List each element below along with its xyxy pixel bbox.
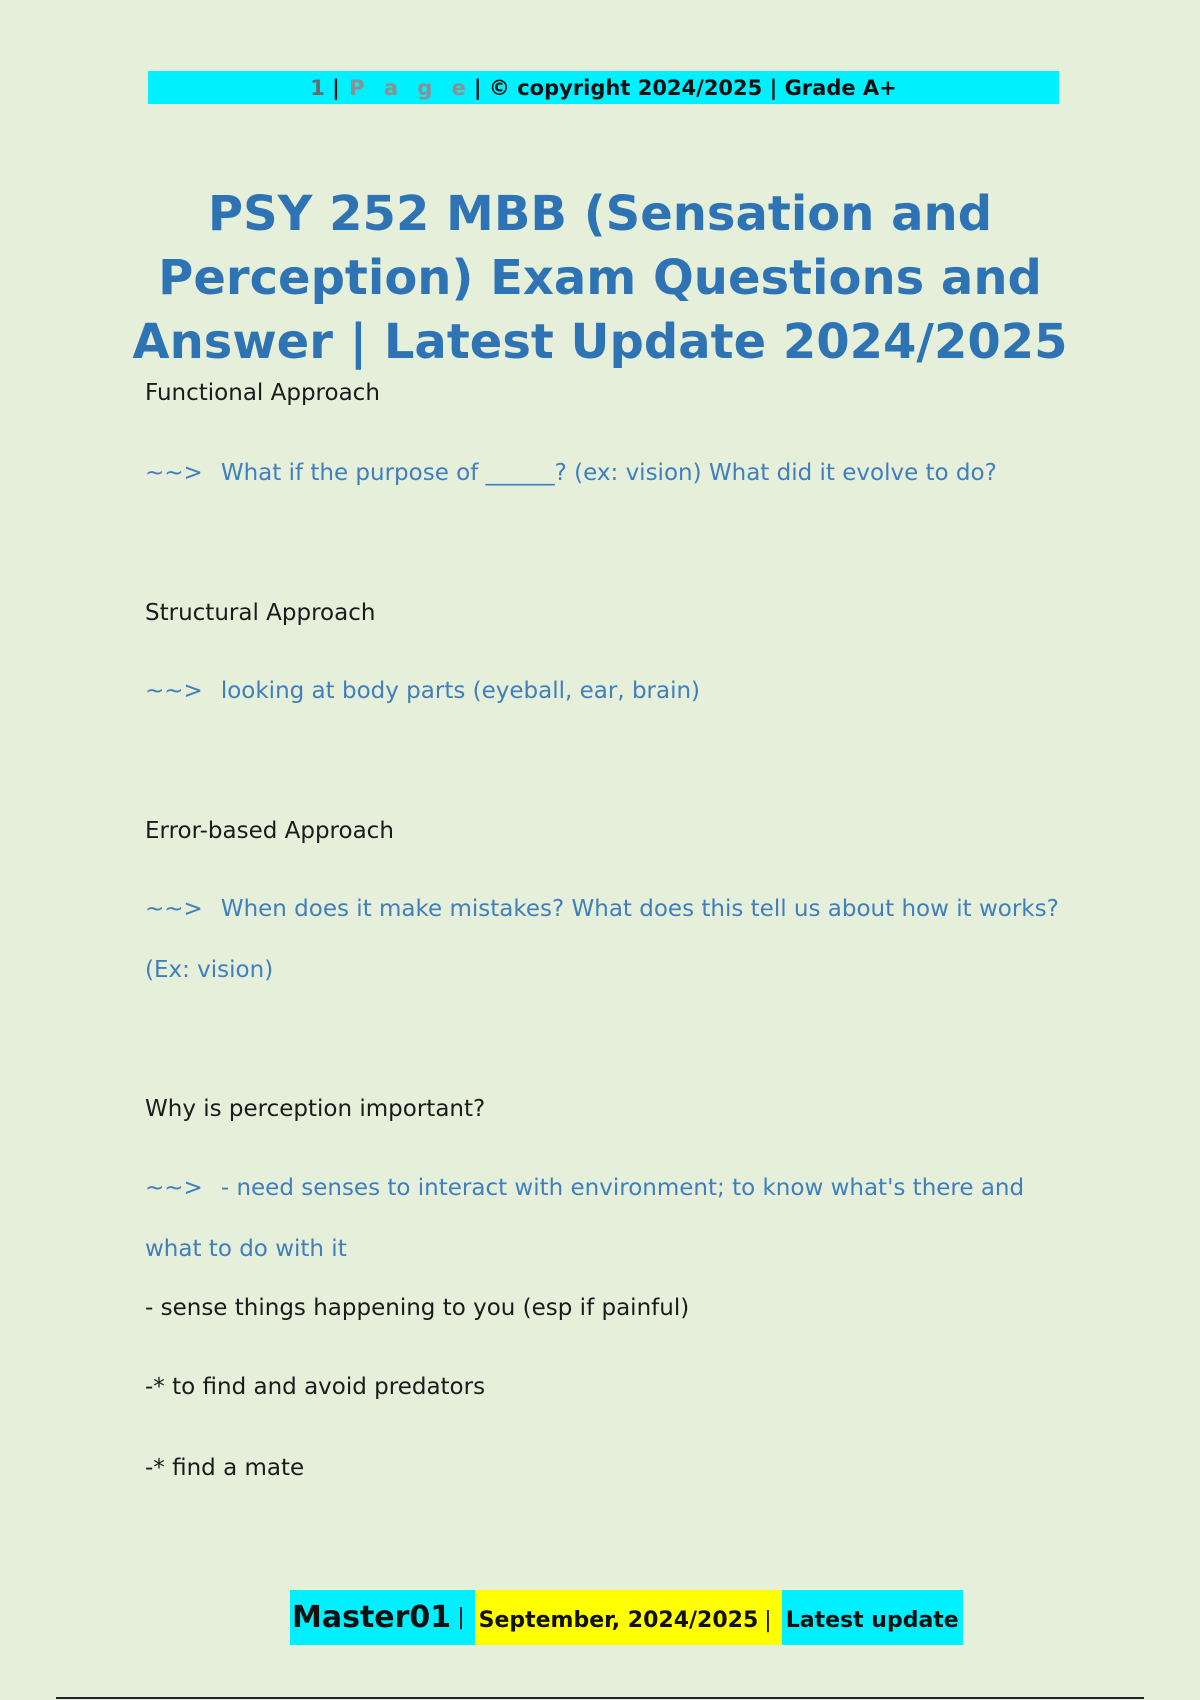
page-footer: [290, 1590, 963, 1645]
copyright-text: © copyright 2024/2025: [488, 75, 763, 100]
answer-continuation: (Ex: vision): [145, 957, 274, 983]
footer-separator: |: [457, 1605, 465, 1630]
answer-bullet: -* find a mate: [145, 1455, 305, 1481]
answer-text: What if the purpose of ______? (ex: vision) What did it evolve to do?: [220, 460, 997, 486]
header-separator: |: [324, 75, 348, 100]
answer-bullet: - sense things happening to you (esp if painful): [145, 1295, 690, 1321]
question-structural-approach: Structural Approach: [145, 600, 376, 626]
arrow-marker: ~~>: [145, 1175, 203, 1201]
document-title: PSY 252 MBB (Sensation and Perception) Exam Questions and Answer | Latest Update 2024/2025: [132, 186, 1068, 370]
answer-continuation: what to do with it: [145, 1236, 347, 1262]
footer-date: [475, 1590, 782, 1645]
header-separator: |: [473, 75, 489, 100]
footer-brand-text: Master01: [292, 1600, 452, 1635]
answer-text: - need senses to interact with environment; to know what's there and: [220, 1175, 1025, 1201]
question-functional-approach: Functional Approach: [145, 380, 380, 406]
footer-separator: |: [764, 1608, 772, 1633]
arrow-marker: ~~>: [145, 896, 203, 922]
answer-text: When does it make mistakes? What does this tell us about how it works?: [220, 896, 1059, 922]
footer-label: [782, 1590, 963, 1645]
question-why-perception-important: Why is perception important?: [145, 1096, 486, 1122]
answer-functional-approach: [145, 460, 997, 486]
footer-date-text: September, 2024/2025: [478, 1608, 759, 1633]
grade-text: Grade A+: [784, 75, 897, 100]
answer-why-perception-important: [145, 1175, 1024, 1201]
question-error-based-approach: Error-based Approach: [145, 818, 394, 844]
answer-text: looking at body parts (eyeball, ear, brain): [220, 678, 701, 704]
answer-error-based-approach: [145, 896, 1059, 922]
arrow-marker: ~~>: [145, 678, 203, 704]
answer-bullet: -* to find and avoid predators: [145, 1374, 486, 1400]
arrow-marker: ~~>: [145, 460, 203, 486]
footer-brand: [290, 1590, 475, 1645]
page-word: P a g e: [349, 75, 472, 100]
header-separator: |: [762, 75, 785, 100]
bottom-divider: [56, 1697, 1144, 1699]
answer-structural-approach: [145, 678, 700, 704]
page-number: 1: [310, 75, 325, 100]
footer-label-text: Latest update: [785, 1608, 959, 1633]
page-header: [148, 71, 1059, 104]
